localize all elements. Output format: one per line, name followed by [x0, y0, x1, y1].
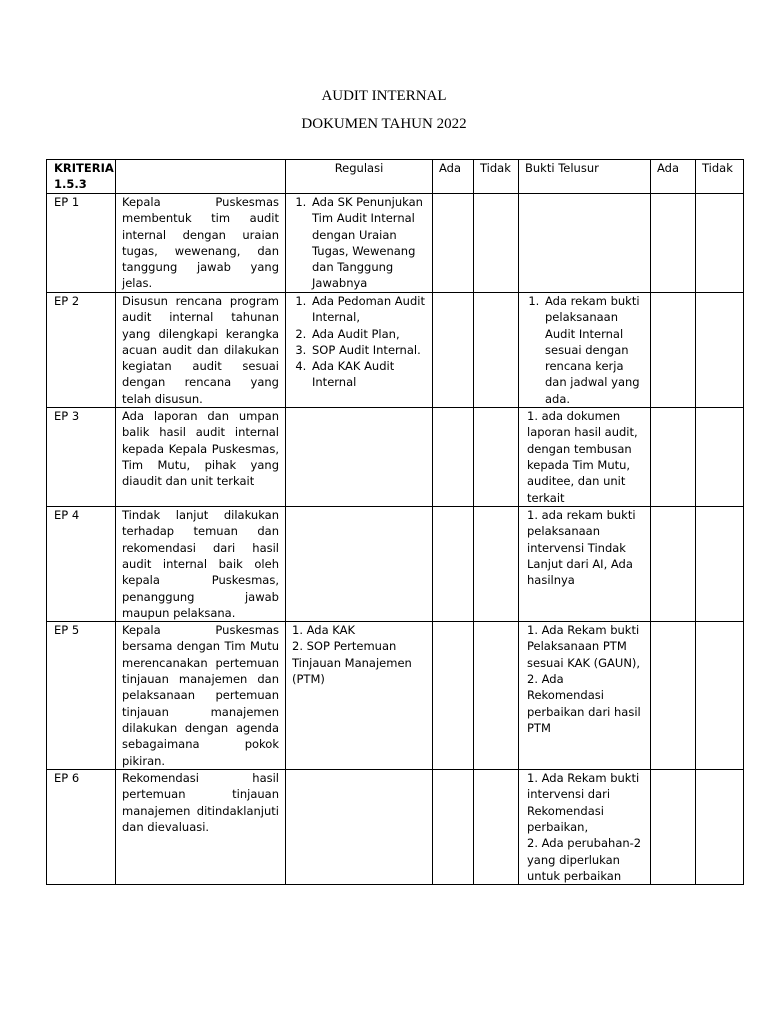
- bukti-cell: [519, 507, 651, 622]
- ada-bukti-cell[interactable]: [651, 507, 696, 622]
- regulasi-list: [292, 293, 426, 391]
- regulasi-list: [292, 194, 426, 292]
- header-bukti-telusur: Bukti Telusur: [519, 160, 651, 194]
- ep-label: EP 1: [47, 194, 116, 293]
- bukti-text: 2. Ada Rekomendasi perbaikan dari hasil PTM: [527, 672, 641, 735]
- ep-label: EP 5: [47, 622, 116, 770]
- bukti-text: 1. Ada Rekam bukti Pelaksanaan PTM sesuai KAK (GAUN),: [527, 623, 641, 670]
- regulasi-cell: [286, 408, 433, 507]
- bukti-list: [525, 293, 644, 407]
- ada-regulasi-cell[interactable]: [433, 293, 474, 408]
- table-row: [47, 194, 744, 293]
- bukti-cell: [519, 408, 651, 507]
- regulasi-cell: [286, 770, 433, 885]
- ep-label: EP 6: [47, 770, 116, 885]
- table-row: [47, 770, 744, 885]
- ada-regulasi-cell[interactable]: [433, 507, 474, 622]
- regulasi-cell: [286, 507, 433, 622]
- tidak-regulasi-cell[interactable]: [474, 408, 519, 507]
- audit-table: [46, 159, 744, 885]
- table-row: [47, 622, 744, 770]
- bukti-item: 1. Ada rekam bukti pelaksanaan Audit Internal sesuai dengan rencana kerja dan jadwal yang ada.: [543, 293, 644, 407]
- tidak-regulasi-cell[interactable]: [474, 194, 519, 293]
- regulasi-item: 1. Ada SK Penunjukan Tim Audit Internal dengan Uraian Tugas, Wewenang dan Tanggung Jawabnya: [310, 194, 426, 292]
- bukti-cell: [519, 622, 651, 770]
- tidak-bukti-cell[interactable]: [696, 622, 744, 770]
- header-ada-bukti: Ada: [651, 160, 696, 194]
- ada-bukti-cell[interactable]: [651, 622, 696, 770]
- ada-bukti-cell[interactable]: [651, 770, 696, 885]
- regulasi-item: 2. Ada Audit Plan,: [310, 326, 426, 342]
- bukti-cell: [519, 293, 651, 408]
- bukti-text: 1. Ada Rekam bukti intervensi dari Rekomendasi perbaikan,: [527, 771, 640, 835]
- table-header-row: [47, 160, 744, 194]
- document-subtitle: DOKUMEN TAHUN 2022: [301, 116, 467, 132]
- header-regulasi: Regulasi: [286, 160, 433, 194]
- ep-label: EP 2: [47, 293, 116, 408]
- ep-description: Tindak lanjut dilakukan terhadap temuan dan rekomendasi dari hasil audit internal baik oleh kepala Puskesmas, penanggung jawab maupun pelaksana.: [116, 507, 286, 622]
- header-blank: [116, 160, 286, 194]
- header-tidak-regulasi: Tidak: [474, 160, 519, 194]
- ada-regulasi-cell[interactable]: [433, 194, 474, 293]
- ada-bukti-cell[interactable]: [651, 194, 696, 293]
- tidak-bukti-cell[interactable]: [696, 293, 744, 408]
- regulasi-cell: [286, 622, 433, 770]
- table-row: [47, 408, 744, 507]
- document-title: AUDIT INTERNAL: [321, 88, 447, 104]
- ep-label: EP 4: [47, 507, 116, 622]
- tidak-bukti-cell[interactable]: [696, 507, 744, 622]
- ep-description: Kepala Puskesmas membentuk tim audit internal dengan uraian tugas, wewenang, dan tanggung jawab yang jelas.: [116, 194, 286, 293]
- ep-description: Rekomendasi hasil pertemuan tinjauan manajemen ditindaklanjuti dan dievaluasi.: [116, 770, 286, 885]
- header-ada-regulasi: Ada: [433, 160, 474, 194]
- ep-label: EP 3: [47, 408, 116, 507]
- ep-description: Ada laporan dan umpan balik hasil audit internal kepada Kepala Puskesmas, Tim Mutu, pihak yang diaudit dan unit terkait: [116, 408, 286, 507]
- table-row: [47, 293, 744, 408]
- ep-description: Disusun rencana program audit internal tahunan yang dilengkapi kerangka acuan audit dan dilakukan kegiatan audit sesuai dengan rencana yang telah disusun.: [116, 293, 286, 408]
- regulasi-text: 1. Ada KAK: [292, 623, 356, 638]
- tidak-regulasi-cell[interactable]: [474, 507, 519, 622]
- ada-regulasi-cell[interactable]: [433, 408, 474, 507]
- tidak-regulasi-cell[interactable]: [474, 293, 519, 408]
- tidak-bukti-cell[interactable]: [696, 194, 744, 293]
- header-kriteria: KRITERIA 1.5.3: [47, 160, 116, 194]
- tidak-bukti-cell[interactable]: [696, 408, 744, 507]
- tidak-regulasi-cell[interactable]: [474, 622, 519, 770]
- ada-bukti-cell[interactable]: [651, 408, 696, 507]
- bukti-text: 2. Ada perubahan-2 yang diperlukan untuk perbaikan: [527, 836, 642, 883]
- regulasi-cell: [286, 293, 433, 408]
- bukti-cell: [519, 194, 651, 293]
- regulasi-item: 4. Ada KAK Audit Internal: [310, 358, 426, 391]
- table-row: [47, 507, 744, 622]
- tidak-regulasi-cell[interactable]: [474, 770, 519, 885]
- bukti-text: 1. ada dokumen laporan hasil audit, dengan tembusan kepada Tim Mutu, auditee, dan unit terkait: [527, 409, 638, 505]
- bukti-cell: [519, 770, 651, 885]
- bukti-text: 1. ada rekam bukti pelaksanaan intervensi Tindak Lanjut dari AI, Ada hasilnya: [527, 508, 636, 588]
- regulasi-item: 3. SOP Audit Internal.: [310, 342, 426, 358]
- ada-regulasi-cell[interactable]: [433, 622, 474, 770]
- tidak-bukti-cell[interactable]: [696, 770, 744, 885]
- regulasi-item: 1. Ada Pedoman Audit Internal,: [310, 293, 426, 326]
- ep-description: Kepala Puskesmas bersama dengan Tim Mutu merencanakan pertemuan tinjauan manajemen dan pelaksanaan pertemuan tinjauan manajemen dilakukan dengan agenda sebagaimana pokok pikiran.: [116, 622, 286, 770]
- regulasi-cell: [286, 194, 433, 293]
- header-tidak-bukti: Tidak: [696, 160, 744, 194]
- regulasi-text: 2. SOP Pertemuan Tinjauan Manajemen (PTM): [292, 639, 412, 687]
- ada-regulasi-cell[interactable]: [433, 770, 474, 885]
- ada-bukti-cell[interactable]: [651, 293, 696, 408]
